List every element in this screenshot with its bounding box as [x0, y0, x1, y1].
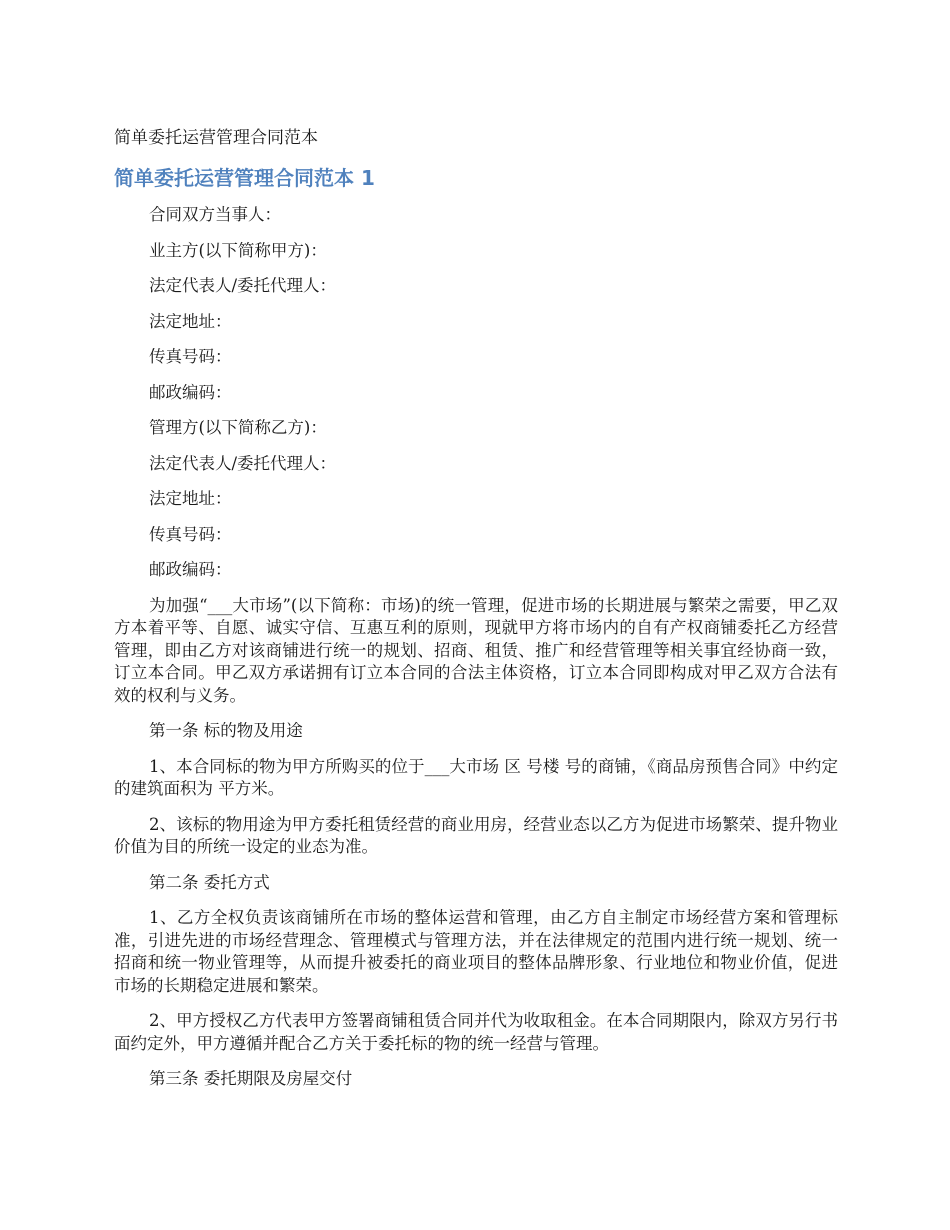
paragraph-owner-fax: 传真号码：: [149, 347, 232, 366]
article-1-clause-2: 2、该标的物用途为甲方委托租赁经营的商业用房，经营业态以乙方为促进市场繁荣、提升物业价值为目的所统一设定的业态为准。: [114, 814, 838, 856]
paragraph-manager: 管理方(以下简称乙方)：: [149, 418, 327, 437]
paragraph-owner: 业主方(以下简称甲方)：: [149, 240, 327, 260]
paragraph-manager-postcode: 邮政编码：: [149, 560, 232, 579]
paragraph-owner-address: 法定地址：: [149, 311, 232, 331]
article-2-clause-2: 2、甲方授权乙方代表甲方签署商铺租赁合同并代为收取租金。在本合同期限内，除双方另行书面约定外，甲方遵循并配合乙方关于委托标的物的统一经营与管理。: [114, 1011, 838, 1053]
document-title: 简单委托运营管理合同范本: [114, 128, 318, 148]
paragraph-owner-postcode: 邮政编码：: [149, 382, 232, 402]
article-1-heading: 第一条 标的物及用途: [149, 721, 303, 740]
article-2-heading: 第二条 委托方式: [149, 872, 270, 892]
paragraph-parties: 合同双方当事人：: [149, 205, 281, 224]
paragraph-manager-representative: 法定代表人/委托代理人：: [149, 453, 337, 473]
paragraph-preamble: 为加强“___大市场”(以下简称：市场)的统一管理，促进市场的长期进展与繁荣之需要，甲乙双方本着平等、自愿、诚实守信、互惠互利的原则，现就甲方将市场内的自有产权商铺委托乙方经营管理，即由乙方对该商铺进行统一的规划、招商、租赁、推广和经营管理等相关事宜经协商一致，订立本合同。甲乙双方承诺拥有订立本合同的合法主体资格，订立本合同即构成对甲乙双方合法有效的权利与义务。: [114, 595, 838, 705]
article-2-clause-1: 1、乙方全权负责该商铺所在市场的整体运营和管理，由乙方自主制定市场经营方案和管理标准，引进先进的市场经营理念、管理模式与管理方法，并在法律规定的范围内进行统一规划、统一招商和统一物业管理等，从而提升被委托的商业项目的整体品牌形象、行业地位和物业价值，促进市场的长期稳定进展和繁荣。: [114, 908, 838, 995]
paragraph-owner-representative: 法定代表人/委托代理人：: [149, 276, 337, 295]
article-3-heading: 第三条 委托期限及房屋交付: [149, 1069, 353, 1088]
document-body: [114, 204, 838, 1104]
paragraph-manager-address: 法定地址：: [149, 489, 232, 508]
section-heading: 简单委托运营管理合同范本 1: [114, 166, 375, 190]
paragraph-manager-fax: 传真号码：: [149, 524, 232, 544]
article-1-clause-1: 1、本合同标的物为甲方所购买的位于___大市场 区 号楼 号的商铺，《商品房预售合同》中约定的建筑面积为 平方米。: [114, 756, 838, 798]
